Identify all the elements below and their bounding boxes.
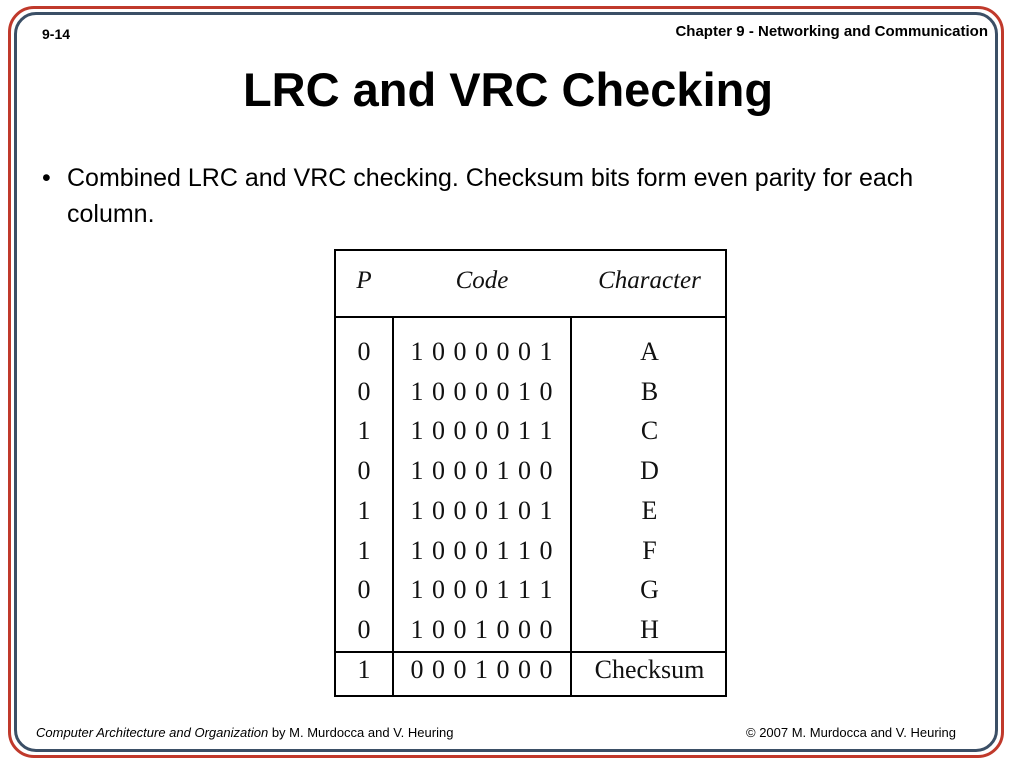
parity-table — [334, 249, 727, 697]
row-code: 1 0 0 0 0 0 1 — [410, 337, 554, 366]
footer-copyright: © 2007 M. Murdocca and V. Heuring — [746, 725, 956, 740]
row-character: E — [641, 495, 658, 525]
header-code: Code — [455, 267, 509, 294]
chapter-title: Chapter 9 - Networking and Communication — [675, 23, 988, 40]
row-code: 1 0 0 1 0 0 0 — [410, 614, 554, 644]
bullet-item — [42, 160, 942, 232]
row-character: B — [640, 376, 659, 406]
row-p: 1 — [357, 416, 371, 446]
row-p: 1 — [357, 495, 371, 525]
footer-authors: by M. Murdocca and V. Heuring — [268, 725, 454, 740]
checksum-p: 1 — [357, 655, 371, 684]
bullet-text: Combined LRC and VRC checking. Checksum bits form even parity for each column. — [67, 164, 914, 228]
row-character: A — [640, 337, 659, 366]
row-code: 1 0 0 0 1 0 1 — [410, 495, 554, 525]
row-character: H — [640, 614, 659, 644]
slide-title: LRC and VRC Checking — [242, 63, 774, 116]
header-character: Character — [598, 267, 701, 294]
header-p: P — [356, 267, 372, 294]
slide-number: 9-14 — [42, 26, 71, 42]
row-p: 0 — [357, 575, 371, 605]
row-p: 1 — [357, 535, 371, 565]
header-separator — [336, 316, 725, 318]
footer-book — [36, 725, 453, 740]
row-character: D — [640, 456, 659, 486]
row-code: 1 0 0 0 1 0 0 — [410, 456, 554, 486]
row-code: 1 0 0 0 0 1 0 — [410, 376, 554, 406]
row-p: 0 — [357, 337, 371, 366]
row-character: G — [640, 575, 659, 605]
row-character: C — [640, 416, 659, 446]
row-code: 1 0 0 0 1 1 0 — [410, 535, 554, 565]
row-character: F — [642, 535, 657, 565]
checksum-code: 0 0 0 1 0 0 0 — [410, 655, 554, 684]
footer-book-title: Computer Architecture and Organization — [36, 725, 269, 740]
checksum-label: Checksum — [594, 655, 705, 684]
checksum-separator — [336, 651, 725, 653]
row-code: 1 0 0 0 0 1 1 — [410, 416, 554, 446]
row-p: 0 — [357, 376, 371, 406]
row-p: 0 — [357, 614, 371, 644]
row-p: 0 — [357, 456, 371, 486]
bullet-dot-icon: • — [42, 164, 51, 192]
row-code: 1 0 0 0 1 1 1 — [410, 575, 554, 605]
